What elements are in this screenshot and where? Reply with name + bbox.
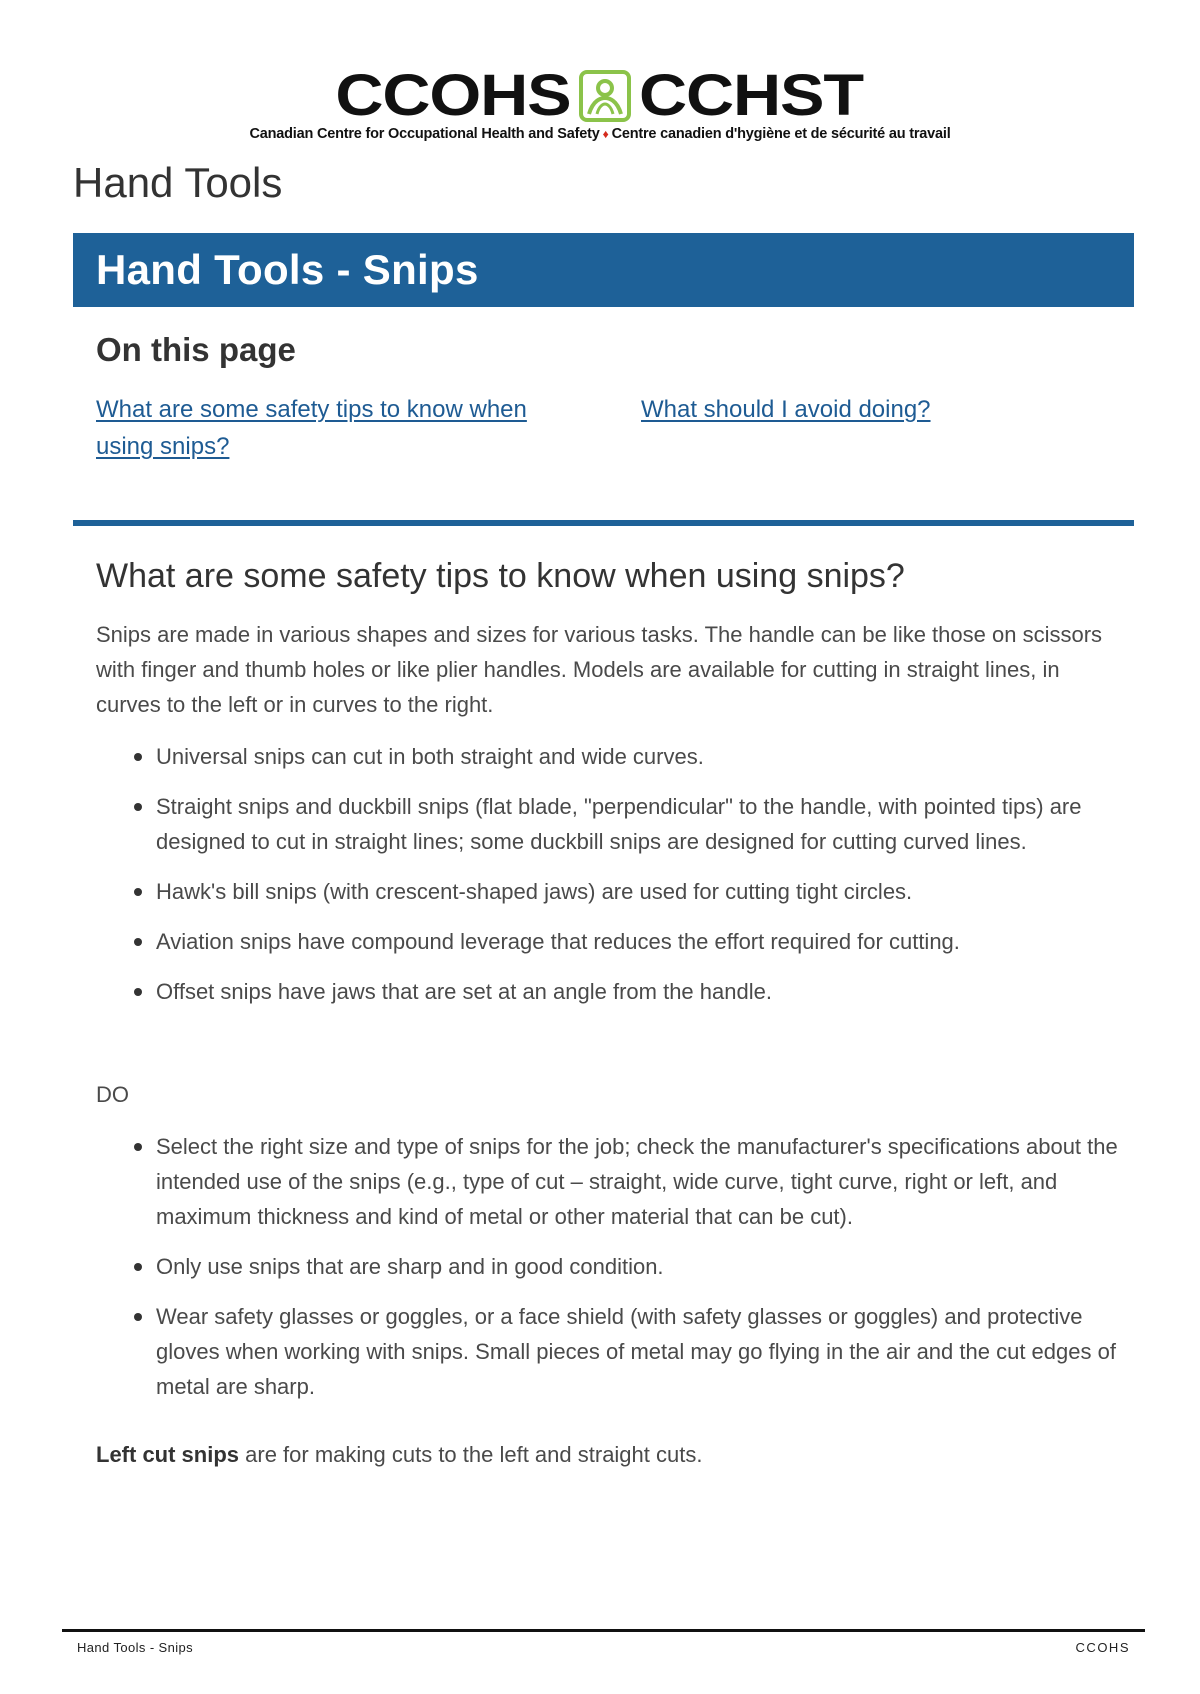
list-item: Universal snips can cut in both straight and wide curves. — [96, 739, 1126, 774]
intro-paragraph: Snips are made in various shapes and sizes for various tasks. The handle can be like those on scissors with finger and thumb holes or like plier handles. Models are available for cutting in straight lines, in curves to the left or in curves to the right. — [96, 622, 1103, 717]
footer-title: Hand Tools - Snips — [77, 1640, 194, 1655]
left-cut-text: are for making cuts to the left and straight cuts. — [239, 1442, 703, 1467]
tagline-en: Canadian Centre for Occupational Health and Safety — [249, 126, 600, 142]
category-title: Hand Tools — [73, 159, 283, 206]
logo-wordmark-en: CCOHS — [335, 63, 571, 128]
on-this-page-heading: On this page — [96, 331, 296, 368]
snip-types-list — [96, 739, 1126, 1024]
ccohs-logo — [0, 63, 1200, 142]
section-divider — [73, 520, 1134, 526]
do-label: DO — [96, 1082, 129, 1107]
left-cut-paragraph — [96, 1437, 1126, 1472]
left-cut-term: Left cut snips — [96, 1442, 240, 1467]
list-item: Aviation snips have compound leverage that reduces the effort required for cutting. — [96, 924, 1126, 959]
footer-org: CCOHS — [1075, 1640, 1130, 1655]
toc-link-safety-tips[interactable]: What are some safety tips to know when using snips? — [96, 396, 527, 460]
ccohs-emblem-icon — [579, 70, 631, 122]
title-banner — [73, 233, 1134, 307]
tagline-fr: Centre canadien d'hygiène et de sécurité au travail — [611, 126, 951, 142]
list-item: Hawk's bill snips (with crescent-shaped jaws) are used for cutting tight circles. — [96, 874, 1126, 909]
do-list — [96, 1129, 1126, 1419]
page-title: Hand Tools - Snips — [96, 246, 479, 293]
logo-wordmark-fr: CCHST — [638, 63, 863, 128]
section-heading: What are some safety tips to know when using snips? — [96, 557, 905, 595]
logo-wordmark — [335, 63, 863, 128]
footer-rule — [62, 1629, 1145, 1632]
toc-link-avoid[interactable]: What should I avoid doing? — [641, 396, 931, 423]
list-item: Wear safety glasses or goggles, or a face shield (with safety glasses or goggles) and protective gloves when working with snips. Small pieces of metal may go flying in the air and the cut edges of metal are sharp. — [96, 1299, 1126, 1404]
list-item: Offset snips have jaws that are set at an angle from the handle. — [96, 974, 1126, 1009]
list-item: Straight snips and duckbill snips (flat blade, "perpendicular" to the handle, with pointed tips) are designed to cut in straight lines; some duckbill snips are designed for cutting curved lines. — [96, 789, 1126, 859]
logo-tagline — [0, 126, 1200, 142]
maple-leaf-icon: ♦ — [602, 127, 609, 141]
list-item: Only use snips that are sharp and in good condition. — [96, 1249, 1126, 1284]
list-item: Select the right size and type of snips for the job; check the manufacturer's specifications about the intended use of the snips (e.g., type of cut – straight, wide curve, tight curve, right or left, and maximum thickness and kind of metal or other material that can be cut). — [96, 1129, 1126, 1234]
